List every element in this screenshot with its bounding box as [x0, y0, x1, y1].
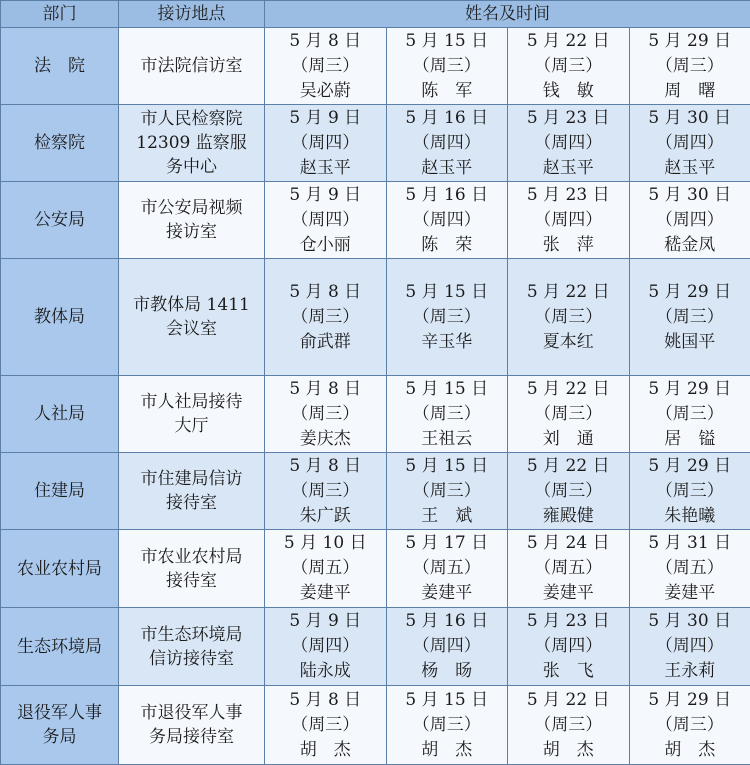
entry-name: 胡 杰: [542, 739, 594, 760]
schedule-cell: [386, 259, 508, 376]
entry-date: 5 月 29 日: [648, 455, 732, 476]
entry-date: 5 月 15 日: [405, 689, 489, 710]
entry-weekday: （周四）: [291, 636, 360, 656]
dept-cell: [1, 105, 119, 182]
schedule-cell: [265, 376, 387, 453]
location-cell: [119, 686, 265, 765]
location-line: 市生态环境局: [140, 624, 243, 645]
entry-weekday: （周三）: [655, 403, 724, 424]
table-row: [1, 686, 750, 765]
location-line: 接待室: [166, 493, 217, 513]
entry-name: 王祖云: [421, 428, 473, 449]
entry-weekday: （周三）: [655, 480, 724, 501]
dept-cell: [1, 376, 119, 453]
entry-date: 5 月 23 日: [526, 184, 610, 205]
dept-cell: [1, 453, 119, 530]
entry-name: 赵玉平: [299, 157, 351, 178]
entry-name: 辛玉华: [421, 331, 473, 352]
dept-line: 检察院: [34, 133, 85, 153]
entry-date: 5 月 15 日: [405, 378, 489, 399]
entry-date: 5 月 8 日: [289, 455, 362, 476]
dept-line: 人社局: [34, 404, 85, 424]
schedule-cell: [508, 530, 630, 608]
dept-cell: [1, 608, 119, 686]
entry-date: 5 月 22 日: [526, 455, 610, 476]
entry-date: 5 月 23 日: [526, 611, 610, 631]
entry-date: 5 月 22 日: [526, 689, 610, 710]
entry-weekday: （周四）: [291, 209, 360, 230]
entry-name: 王 斌: [421, 505, 473, 526]
entry-date: 5 月 22 日: [526, 30, 610, 51]
schedule-cell: [265, 28, 387, 105]
table-row: [1, 259, 750, 376]
entry-name: 朱艳曦: [664, 505, 716, 526]
entry-weekday: （周三）: [412, 714, 481, 735]
entry-weekday: （周三）: [412, 55, 481, 76]
entry-name: 仓小丽: [299, 234, 351, 255]
entry-weekday: （周四）: [534, 209, 603, 230]
entry-name: 朱广跃: [299, 505, 351, 526]
location-line: 务中心: [166, 157, 217, 177]
entry-name: 夏本红: [542, 331, 594, 352]
schedule-cell: [508, 182, 630, 259]
table-row: [1, 453, 750, 530]
location-line: 市法院信访室: [140, 56, 243, 76]
dept-line: 退役军人事: [17, 703, 102, 723]
entry-date: 5 月 23 日: [526, 107, 610, 128]
entry-date: 5 月 16 日: [405, 611, 489, 631]
schedule-cell: [265, 686, 387, 765]
entry-date: 5 月 15 日: [405, 30, 489, 51]
entry-date: 5 月 9 日: [289, 611, 362, 631]
entry-weekday: （周三）: [534, 714, 603, 735]
location-line: 市教体局 1411: [133, 295, 250, 315]
location-line: 会议室: [166, 319, 217, 339]
entry-date: 5 月 29 日: [648, 30, 732, 51]
entry-name: 姜建平: [299, 583, 351, 603]
entry-date: 5 月 29 日: [648, 281, 732, 302]
entry-weekday: （周三）: [412, 480, 481, 501]
header-row: [1, 1, 750, 28]
schedule-cell: [265, 105, 387, 182]
schedule-cell: [386, 105, 508, 182]
entry-date: 5 月 29 日: [648, 689, 732, 710]
schedule-cell: [629, 453, 750, 530]
schedule-cell: [508, 259, 630, 376]
location-cell: [119, 259, 265, 376]
entry-name: 胡 杰: [421, 739, 473, 760]
location-cell: [119, 608, 265, 686]
header-times: 姓名及时间: [265, 1, 750, 28]
table-body: [1, 28, 750, 765]
entry-weekday: （周三）: [655, 55, 724, 76]
entry-date: 5 月 22 日: [526, 378, 610, 399]
dept-line: 务局: [42, 727, 77, 747]
schedule-cell: [386, 530, 508, 608]
entry-date: 5 月 22 日: [526, 281, 610, 302]
entry-weekday: （周三）: [412, 403, 481, 424]
entry-weekday: （周三）: [291, 403, 360, 424]
entry-date: 5 月 16 日: [405, 184, 489, 205]
dept-line: 教体局: [34, 307, 85, 327]
entry-date: 5 月 8 日: [289, 689, 362, 710]
entry-weekday: （周三）: [534, 403, 603, 424]
location-cell: [119, 453, 265, 530]
schedule-cell: [629, 686, 750, 765]
entry-name: 胡 杰: [299, 739, 351, 760]
entry-weekday: （周三）: [412, 306, 481, 327]
dept-cell: [1, 28, 119, 105]
entry-name: 杨 旸: [421, 661, 473, 681]
location-line: 务局接待室: [149, 727, 234, 747]
schedule-cell: [629, 376, 750, 453]
schedule-cell: [265, 453, 387, 530]
schedule-cell: [386, 608, 508, 686]
entry-name: 陆永成: [299, 661, 351, 681]
header-location: 接访地点: [119, 1, 265, 28]
entry-name: 陈 荣: [421, 234, 473, 255]
entry-name: 姚国平: [664, 331, 716, 352]
schedule-cell: [386, 182, 508, 259]
location-line: 接访室: [166, 222, 217, 242]
entry-date: 5 月 24 日: [526, 533, 610, 553]
dept-line: 公安局: [34, 210, 85, 230]
schedule-cell: [629, 28, 750, 105]
location-line: 大厅: [174, 416, 209, 436]
table-row: [1, 608, 750, 686]
entry-weekday: （周三）: [534, 480, 603, 501]
location-line: 市住建局信访: [140, 469, 243, 489]
schedule-cell: [508, 105, 630, 182]
entry-date: 5 月 10 日: [283, 533, 367, 553]
entry-name: 钱 敏: [542, 80, 594, 101]
entry-name: 刘 通: [542, 428, 594, 449]
schedule-cell: [508, 376, 630, 453]
location-line: 接待室: [166, 570, 217, 591]
entry-weekday: （周三）: [534, 306, 603, 327]
dept-cell: [1, 259, 119, 376]
entry-date: 5 月 15 日: [405, 281, 489, 302]
entry-name: 张 萍: [542, 234, 594, 255]
entry-date: 5 月 9 日: [289, 107, 362, 128]
table-row: [1, 530, 750, 608]
entry-name: 居 镒: [664, 428, 716, 449]
entry-weekday: （周四）: [655, 636, 724, 656]
entry-date: 5 月 8 日: [289, 30, 362, 51]
entry-name: 俞武群: [299, 331, 351, 352]
entry-date: 5 月 31 日: [648, 533, 732, 553]
entry-date: 5 月 8 日: [289, 281, 362, 302]
location-cell: [119, 530, 265, 608]
entry-name: 王永莉: [664, 661, 716, 681]
entry-weekday: （周四）: [655, 209, 724, 230]
entry-weekday: （周五）: [534, 558, 603, 578]
dept-cell: [1, 530, 119, 608]
entry-date: 5 月 29 日: [648, 378, 732, 399]
schedule-cell: [508, 686, 630, 765]
location-line: 信访接待室: [149, 648, 234, 669]
entry-weekday: （周四）: [655, 132, 724, 153]
entry-name: 周 曙: [664, 80, 716, 101]
entry-name: 姜建平: [542, 583, 594, 603]
entry-weekday: （周三）: [655, 714, 724, 735]
schedule-cell: [386, 376, 508, 453]
schedule-cell: [629, 608, 750, 686]
entry-weekday: （周四）: [534, 132, 603, 153]
schedule-cell: [629, 105, 750, 182]
entry-date: 5 月 8 日: [289, 378, 362, 399]
entry-date: 5 月 15 日: [405, 455, 489, 476]
schedule-cell: [629, 259, 750, 376]
entry-weekday: （周五）: [655, 558, 724, 578]
schedule-cell: [508, 28, 630, 105]
location-cell: [119, 105, 265, 182]
entry-weekday: （周三）: [291, 480, 360, 501]
entry-date: 5 月 30 日: [648, 107, 732, 128]
location-line: 市农业农村局: [140, 546, 243, 567]
location-line: 市退役军人事: [140, 703, 243, 723]
entry-weekday: （周三）: [291, 55, 360, 76]
schedule-cell: [629, 530, 750, 608]
entry-weekday: （周四）: [412, 132, 481, 153]
table-row: [1, 105, 750, 182]
entry-weekday: （周三）: [291, 306, 360, 327]
entry-name: 赵玉平: [664, 157, 716, 178]
entry-date: 5 月 17 日: [405, 533, 489, 553]
entry-name: 吴必蔚: [299, 80, 351, 101]
entry-name: 嵇金凤: [664, 234, 716, 255]
schedule-cell: [386, 28, 508, 105]
dept-cell: [1, 182, 119, 259]
table-row: [1, 376, 750, 453]
schedule-cell: [508, 453, 630, 530]
entry-name: 胡 杰: [664, 739, 716, 760]
schedule-cell: [265, 608, 387, 686]
dept-line: 农业农村局: [17, 558, 102, 579]
location-line: 市人民检察院: [140, 109, 243, 129]
location-cell: [119, 182, 265, 259]
entry-name: 赵玉平: [542, 157, 594, 178]
entry-date: 5 月 30 日: [648, 611, 732, 631]
dept-line: 生态环境局: [17, 636, 102, 657]
entry-name: 姜建平: [664, 583, 716, 603]
entry-date: 5 月 30 日: [648, 184, 732, 205]
location-cell: [119, 376, 265, 453]
schedule-cell: [265, 530, 387, 608]
entry-weekday: （周四）: [291, 132, 360, 153]
entry-weekday: （周四）: [412, 209, 481, 230]
location-line: 12309 监察服: [136, 133, 247, 153]
entry-weekday: （周三）: [655, 306, 724, 327]
entry-name: 姜庆杰: [299, 428, 351, 449]
schedule-cell: [386, 686, 508, 765]
entry-weekday: （周四）: [412, 636, 481, 656]
table-row: [1, 28, 750, 105]
entry-weekday: （周三）: [291, 714, 360, 735]
entry-name: 张 飞: [542, 661, 594, 681]
schedule-cell: [386, 453, 508, 530]
entry-weekday: （周五）: [291, 558, 360, 578]
schedule-cell: [265, 259, 387, 376]
location-line: 市公安局视频: [140, 198, 243, 218]
dept-line: 法 院: [34, 56, 85, 76]
schedule-cell: [265, 182, 387, 259]
entry-weekday: （周四）: [534, 636, 603, 656]
dept-cell: [1, 686, 119, 765]
dept-line: 住建局: [34, 481, 85, 501]
header-dept: 部门: [1, 1, 119, 28]
table-row: [1, 182, 750, 259]
entry-date: 5 月 9 日: [289, 184, 362, 205]
entry-weekday: （周五）: [412, 558, 481, 578]
schedule-cell: [629, 182, 750, 259]
schedule-cell: [508, 608, 630, 686]
location-cell: [119, 28, 265, 105]
entry-name: 姜建平: [421, 583, 473, 603]
entry-date: 5 月 16 日: [405, 107, 489, 128]
location-line: 市人社局接待: [140, 392, 243, 412]
entry-name: 赵玉平: [421, 157, 473, 178]
entry-weekday: （周三）: [534, 55, 603, 76]
entry-name: 雍殿健: [542, 505, 594, 526]
entry-name: 陈 军: [421, 80, 473, 101]
